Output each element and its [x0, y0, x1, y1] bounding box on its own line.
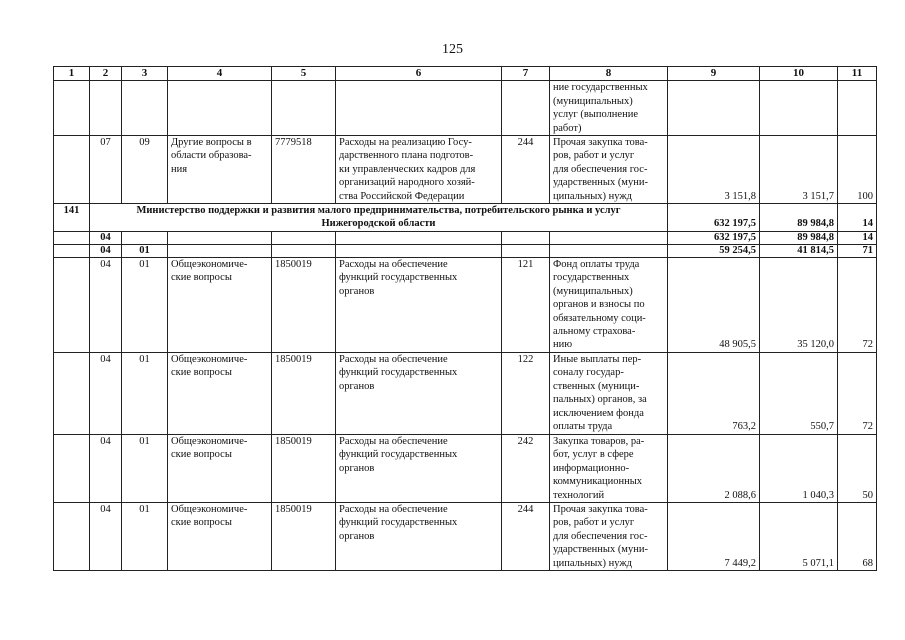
subsection-code: 01 [122, 434, 168, 502]
execution-percent: 72 [838, 352, 877, 434]
table-row-continuation [54, 81, 877, 136]
expense-type-cell: Закупка товаров, ра- бот, услуг в сфере информационно- коммуникационных технологий [550, 434, 668, 502]
execution-percent: 100 [838, 136, 877, 204]
executed-amount: 41 814,5 [760, 244, 838, 257]
column-header: 7 [502, 67, 550, 81]
budget-table [53, 66, 877, 571]
section-code: 04 [90, 352, 122, 434]
executed-amount: 5 071,1 [760, 502, 838, 570]
planned-amount: 7 449,2 [668, 502, 760, 570]
expense-type-cell: Прочая закупка това- ров, работ и услуг для обеспечения гос- ударственных (муни- ципальных) нужд [550, 502, 668, 570]
executed-amount: 3 151,7 [760, 136, 838, 204]
execution-percent: 71 [838, 244, 877, 257]
planned-amount: 2 088,6 [668, 434, 760, 502]
target-article-code: 1850019 [272, 352, 336, 434]
expense-type-cell: Иные выплаты пер- соналу государ- ственных (муници- пальных) органов, за исключением фонда оплаты труда [550, 352, 668, 434]
column-header: 11 [838, 67, 877, 81]
section-code: 04 [90, 434, 122, 502]
subsection-code: 01 [122, 257, 168, 352]
section-code: 04 [90, 244, 122, 257]
column-header: 8 [550, 67, 668, 81]
table-row [54, 434, 877, 502]
column-header: 3 [122, 67, 168, 81]
column-header: 1 [54, 67, 90, 81]
target-article-name: Расходы на обеспечение функций государственных органов [336, 352, 502, 434]
executed-amount: 89 984,8 [760, 231, 838, 244]
planned-amount: 632 197,5 [668, 204, 760, 232]
target-article-name: Расходы на обеспечение функций государственных органов [336, 434, 502, 502]
subsection-code: 01 [122, 352, 168, 434]
section-name-cell: Общеэкономиче- ские вопросы [168, 352, 272, 434]
column-header: 10 [760, 67, 838, 81]
section-code: 04 [90, 257, 122, 352]
column-header: 6 [336, 67, 502, 81]
section-name-cell: Общеэкономиче- ские вопросы [168, 502, 272, 570]
planned-amount: 48 905,5 [668, 257, 760, 352]
table-row [54, 257, 877, 352]
expense-type-cell: ние государственных (муниципальных) услуг (выполнение работ) [550, 81, 668, 136]
target-article-code: 1850019 [272, 257, 336, 352]
target-article-code: 7779518 [272, 136, 336, 204]
ministry-row [54, 204, 877, 232]
execution-percent: 50 [838, 434, 877, 502]
ministry-code: 141 [54, 204, 90, 232]
subsection-code: 01 [122, 502, 168, 570]
table-header-row [54, 67, 877, 81]
target-article-name: Расходы на обеспечение функций государственных органов [336, 257, 502, 352]
executed-amount: 1 040,3 [760, 434, 838, 502]
expense-type-cell: Прочая закупка това- ров, работ и услуг для обеспечения гос- ударственных (муни- ципальных) нужд [550, 136, 668, 204]
column-header: 4 [168, 67, 272, 81]
subsection-code: 09 [122, 136, 168, 204]
page-number: 125 [442, 42, 463, 57]
section-name-cell: Общеэкономиче- ские вопросы [168, 257, 272, 352]
target-article-code: 1850019 [272, 502, 336, 570]
section-code: 07 [90, 136, 122, 204]
column-header: 5 [272, 67, 336, 81]
executed-amount: 550,7 [760, 352, 838, 434]
planned-amount: 763,2 [668, 352, 760, 434]
section-name-cell: Общеэкономиче- ские вопросы [168, 434, 272, 502]
table-row [54, 352, 877, 434]
ministry-name: Министерство поддержки и развития малого предпринимательства, потребительского рынка и услуг Нижегородской области [90, 204, 668, 232]
subsection-code: 01 [122, 244, 168, 257]
execution-percent: 72 [838, 257, 877, 352]
target-article-name: Расходы на реализацию Госу- дарственного плана подготов- ки управленческих кадров для организаций народного хозяй- ства Российской Федерации [336, 136, 502, 204]
executed-amount: 35 120,0 [760, 257, 838, 352]
expense-type-code: 122 [502, 352, 550, 434]
target-article-name: Расходы на обеспечение функций государственных органов [336, 502, 502, 570]
execution-percent: 14 [838, 231, 877, 244]
expense-type-code: 244 [502, 502, 550, 570]
section-code: 04 [90, 502, 122, 570]
column-header: 2 [90, 67, 122, 81]
execution-percent: 14 [838, 204, 877, 232]
subtotal-row-0401 [54, 244, 877, 257]
table-row [54, 136, 877, 204]
planned-amount: 632 197,5 [668, 231, 760, 244]
column-header: 9 [668, 67, 760, 81]
table-row [54, 502, 877, 570]
subtotal-row-04 [54, 231, 877, 244]
target-article-code: 1850019 [272, 434, 336, 502]
planned-amount: 3 151,8 [668, 136, 760, 204]
expense-type-code: 121 [502, 257, 550, 352]
expense-type-code: 244 [502, 136, 550, 204]
planned-amount: 59 254,5 [668, 244, 760, 257]
expense-type-cell: Фонд оплаты труда государственных (муниципальных) органов и взносы по обязательному соци- альному страхова- нию [550, 257, 668, 352]
section-code: 04 [90, 231, 122, 244]
expense-type-code: 242 [502, 434, 550, 502]
execution-percent: 68 [838, 502, 877, 570]
executed-amount: 89 984,8 [760, 204, 838, 232]
section-name-cell: Другие вопросы в области образова- ния [168, 136, 272, 204]
